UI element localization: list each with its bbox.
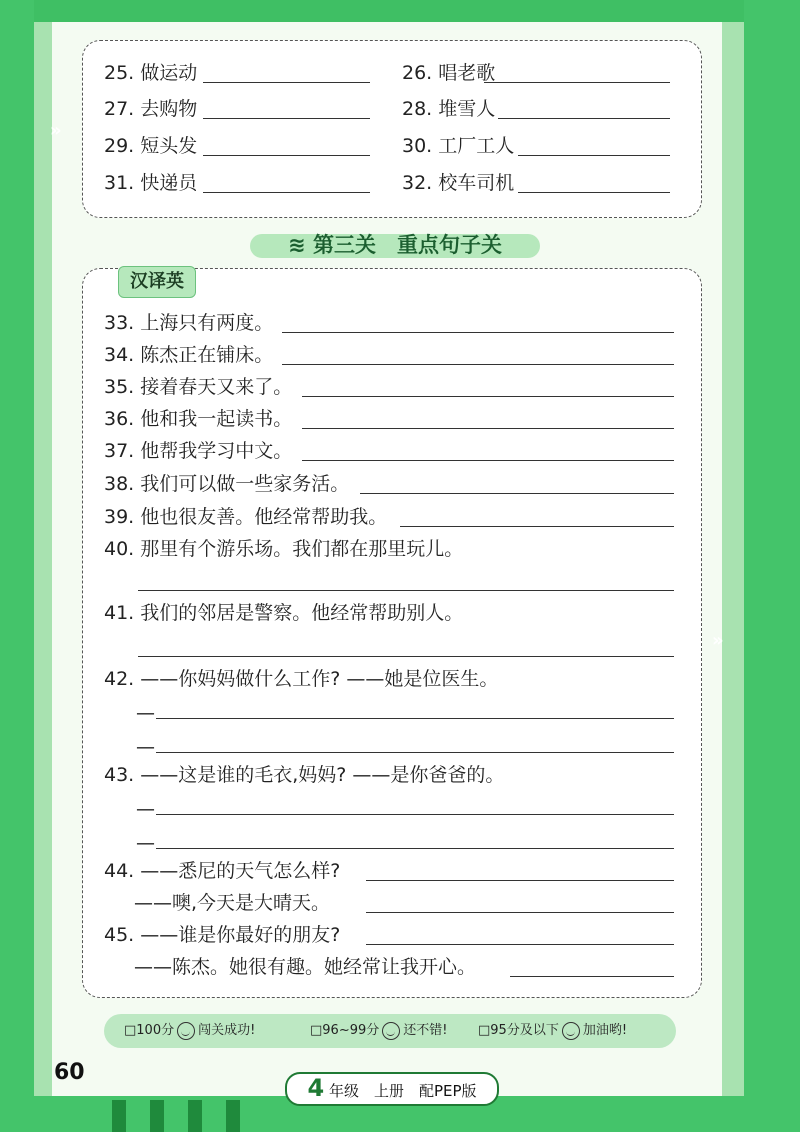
answer-line[interactable]: [203, 118, 370, 119]
inner-band-right: [722, 22, 744, 1096]
answer-line[interactable]: [302, 428, 674, 429]
answer-line[interactable]: [498, 118, 670, 119]
bottom-stripe: [226, 1100, 240, 1132]
answer-line[interactable]: [484, 82, 670, 83]
vocab-item: 26. 唱老歌: [402, 62, 496, 84]
dialogue-dash: —: [136, 702, 155, 724]
frame-right: [744, 0, 800, 1132]
bottom-stripe: [188, 1100, 202, 1132]
page-number: 60: [54, 1060, 85, 1085]
answer-line[interactable]: [138, 590, 674, 591]
score-bar: [104, 1014, 676, 1048]
answer-line[interactable]: [366, 912, 674, 913]
smile-face-icon: [382, 1022, 400, 1040]
sentence-prompt: 42. ——你妈妈做什么工作? ——她是位医生。: [104, 668, 499, 690]
answer-line[interactable]: [156, 752, 674, 753]
answer-line[interactable]: [366, 880, 674, 881]
footer-badge: [285, 1072, 499, 1106]
sentence-prompt: 45. ——谁是你最好的朋友?: [104, 924, 341, 946]
sentence-prompt: 44. ——悉尼的天气怎么样?: [104, 860, 341, 882]
section-tag: 汉译英: [118, 266, 196, 298]
answer-line[interactable]: [400, 526, 674, 527]
vocab-item: 25. 做运动: [104, 62, 198, 84]
sentence-prompt: 40. 那里有个游乐场。我们都在那里玩儿。: [104, 538, 464, 560]
inner-band-left: [34, 22, 52, 1096]
sentence-prompt: 41. 我们的邻居是警察。他经常帮助别人。: [104, 602, 464, 624]
answer-line[interactable]: [302, 460, 674, 461]
sentence-prompt: 35. 接着春天又来了。: [104, 376, 293, 398]
sentence-prompt: 34. 陈杰正在铺床。: [104, 344, 274, 366]
frame-left: [0, 0, 34, 1132]
vocab-item: 28. 堆雪人: [402, 98, 496, 120]
answer-line[interactable]: [156, 814, 674, 815]
answer-line[interactable]: [518, 192, 670, 193]
answer-line[interactable]: [203, 155, 370, 156]
answer-line[interactable]: [156, 718, 674, 719]
answer-line[interactable]: [510, 976, 674, 977]
frame-top: [0, 0, 800, 22]
chevron-icon: »: [50, 120, 62, 141]
answer-line[interactable]: [282, 364, 674, 365]
sentence-prompt: 43. ——这是谁的毛衣,妈妈? ——是你爸爸的。: [104, 764, 505, 786]
answer-line[interactable]: [366, 944, 674, 945]
dialogue-dash: —: [136, 736, 155, 758]
answer-line[interactable]: [302, 396, 674, 397]
vocab-item: 27. 去购物: [104, 98, 198, 120]
grade-number: 4: [307, 1074, 325, 1102]
answer-line[interactable]: [360, 493, 674, 494]
sentence-prompt: 39. 他也很友善。他经常帮助我。: [104, 506, 388, 528]
score-option-100[interactable]: □100分 闯关成功!: [124, 1023, 256, 1038]
sentence-prompt: ——噢,今天是大晴天。: [134, 892, 331, 914]
section-banner: [250, 228, 540, 262]
grade-text: 年级 上册 配PEP版: [328, 1082, 477, 1100]
dialogue-dash: —: [136, 798, 155, 820]
answer-line[interactable]: [138, 656, 674, 657]
sentence-prompt: 33. 上海只有两度。: [104, 312, 274, 334]
answer-line[interactable]: [518, 155, 670, 156]
score-option-96-99[interactable]: □96~99分 还不错!: [310, 1023, 448, 1038]
section-title: ≋ 第三关 重点句子关: [288, 233, 502, 257]
sentence-prompt: 36. 他和我一起读书。: [104, 408, 293, 430]
score-option-95-below[interactable]: □95分及以下 加油哟!: [478, 1023, 628, 1038]
sentence-prompt: 38. 我们可以做一些家务活。: [104, 473, 350, 495]
answer-line[interactable]: [203, 192, 370, 193]
vocab-item: 31. 快递员: [104, 172, 198, 194]
bottom-stripe: [150, 1100, 164, 1132]
smile-face-icon: [562, 1022, 580, 1040]
answer-line[interactable]: [156, 848, 674, 849]
answer-line[interactable]: [203, 82, 370, 83]
answer-line[interactable]: [282, 332, 674, 333]
vocab-item: 30. 工厂工人: [402, 135, 515, 157]
sentence-prompt: ——陈杰。她很有趣。她经常让我开心。: [134, 956, 477, 978]
vocab-item: 32. 校车司机: [402, 172, 515, 194]
smile-face-icon: [177, 1022, 195, 1040]
vocab-item: 29. 短头发: [104, 135, 198, 157]
dialogue-dash: —: [136, 832, 155, 854]
sentence-prompt: 37. 他帮我学习中文。: [104, 440, 293, 462]
bottom-stripe: [112, 1100, 126, 1132]
chevron-icon: »: [712, 630, 724, 651]
